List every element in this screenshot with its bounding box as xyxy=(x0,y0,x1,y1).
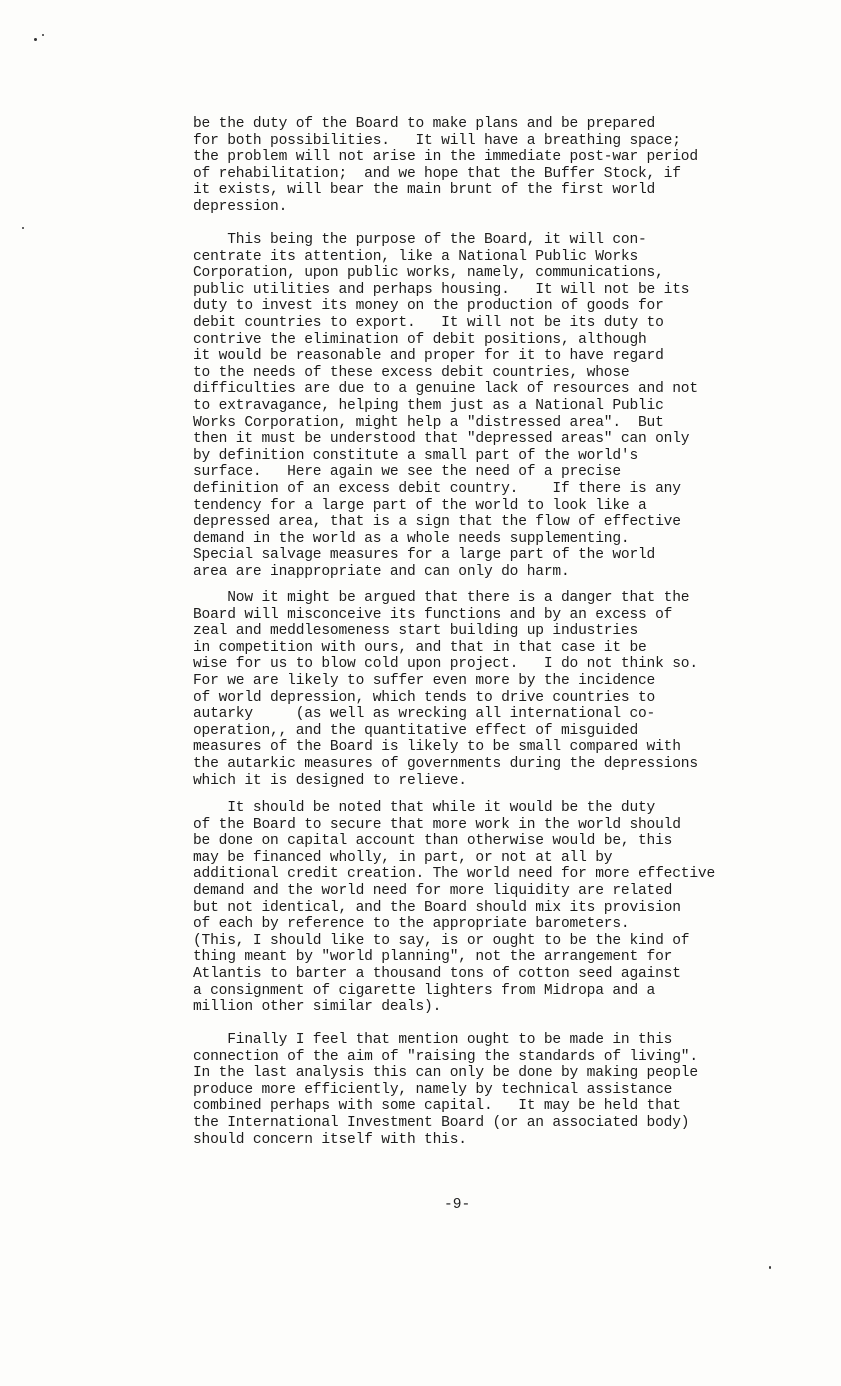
paragraph-4: It should be noted that while it would be the duty of the Board to secure that more work in the world should be done on capital account than otherwise would be, this may be financed wholly, in part, or not at all by additional credit creation. The world need for more effective demand and the world need for more liquidity are related but not identical, and the Board should mix its provision of each by reference to the appropriate barometers. (This, I should like to say, is or ought to be the kind of thing meant by "world planning", not the arrangement for Atlantis to barter a thousand tons of cotton seed against a consignment of cigarette lighters from Midropa and a million other similar deals). xyxy=(193,800,716,1016)
page-number: -9- xyxy=(444,1197,471,1213)
scan-speck xyxy=(22,227,24,229)
paragraph-1: be the duty of the Board to make plans and be prepared for both possibilities. It will have a breathing space; the problem will not arise in the immediate post-war period of rehabilitation; and we hope that the Buffer Stock, if it exists, will bear the main brunt of the first world depression. xyxy=(193,116,698,215)
scan-speck xyxy=(769,1266,771,1269)
paragraph-2: This being the purpose of the Board, it will con- centrate its attention, like a National Public Works Corporation, upon public works, namely, communications, public utilities and perhaps housing. It will not be its duty to invest its money on the production of goods for debit countries to export. It will not be its duty to contrive the elimination of debit positions, although it would be reasonable and proper for it to have regard to the needs of these excess debit countries, whose difficulties are due to a genuine lack of resources and not to extravagance, helping them just as a National Public Works Corporation, might help a "distressed area". But then it must be understood that "depressed areas" can only by definition constitute a small part of the world's surface. Here again we see the need of a precise definition of an excess debit country. If there is any tendency for a large part of the world to look like a depressed area, that is a sign that the flow of effective demand in the world as a whole needs supplementing. Special salvage measures for a large part of the world area are inappropriate and can only do harm. xyxy=(193,232,698,580)
paragraph-3: Now it might be argued that there is a danger that the Board will misconceive its functions and by an excess of zeal and meddlesomeness start building up industries in competition with ours, and that in that case it be wise for us to blow cold upon project. I do not think so. For we are likely to suffer even more by the incidence of world depression, which tends to drive countries to autarky (as well as wrecking all international co- operation,, and the quantitative effect of misguided measures of the Board is likely to be small compared with the autarkic measures of governments during the depressions which it is designed to relieve. xyxy=(193,590,698,789)
paragraph-5: Finally I feel that mention ought to be made in this connection of the aim of "raising the standards of living". In the last analysis this can only be done by making people produce more efficiently, namely by technical assistance combined perhaps with some capital. It may be held that the International Investment Board (or an associated body) should concern itself with this. xyxy=(193,1032,698,1148)
scan-speck xyxy=(34,38,37,41)
scan-speck xyxy=(42,34,44,36)
